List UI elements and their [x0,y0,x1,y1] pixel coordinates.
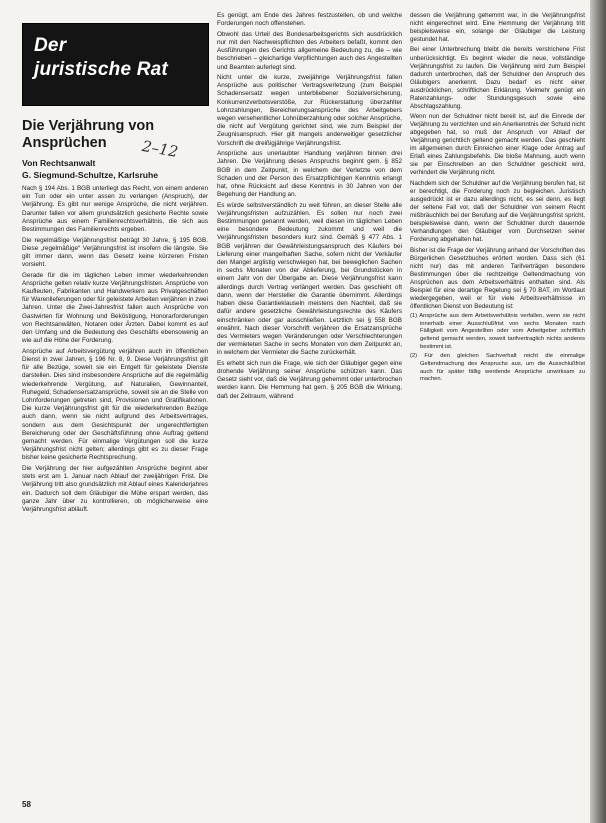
author-name: G. Siegmund-Schultze, Karlsruhe [22,170,159,180]
paragraph: Obwohl das Urteil des Bundesarbeitsgerichts sich ausdrücklich nur mit den Nachweispflichten des Arbeiters befaßt, kommt den Ausführungen des Gerichts allgemeine Bedeutung zu, die – wie beschrieben – gleichartige Verpflichtungen auch des Angestellten und Beamten auferlegt sind. [217,30,402,71]
paragraph: Bisher ist die Frage der Verjährung anhand der Vorschriften des Bürgerlichen Gesetzbuches erörtert worden. Dass sich (61 nicht nur) das mit anderen Tarifverträgen besondere Bestimmungen über die rechtzeitige Geltendmachung von Ansprüchen aus dem Arbeitsverhältnis enthalten sind. Als Beispiel für eine derartige Regelung sei § 70 BAT, im Wortlaut wiedergegeben, weil er für viele Arbeitsverhältnisse im öffentlichen Dienst von Bedeutung ist: [410,246,585,310]
rubric-banner [22,23,209,106]
handwritten-note: 2–12 [140,136,180,162]
paragraph: Wenn nun der Schuldner nicht bereit ist, auf die Einrede der Verjährung zu verzichten und ein Anerkenntnis der Schuld nicht abgegeben hat, so muß der Anspruch vor Ablauf der Verjährung gerichtlich geltend gemacht werden. Das geschieht im allgemeinen durch Einreichen einer Klage oder Antrag auf Erlaß eines Zahlungsbefehls. Die bloße Mahnung, auch wenn sie per Einschreiben an den Schuldner geschickt wird, verhindert die Verjährung nicht. [410,113,585,177]
page-number: 58 [22,800,31,809]
footnote: (1) Ansprüche aus dem Arbeitsverhältnis verfallen, wenn sie nicht innerhalb einer Ausschlußfrist von sechs Monaten nach Fälligkeit vom Angestellten oder vom Arbeitgeber schriftlich geltend gemacht werden, soweit tarifvertraglich nichts anderes bestimmt ist. [410,313,585,350]
paragraph: Es genügt, am Ende des Jahres festzustellen, ob und welche Forderungen noch offenstehen. [217,12,402,28]
author-byline [22,157,207,181]
paragraph: Bei einer Unterbrechung bleibt die bereits verstrichene Frist unberücksichtigt. Es beginnt wieder die neue, vollständige Verjährungsfrist zu laufen. Die Verjährung wird zum Beispiel dadurch unterbrochen, daß der Schuldner den Anspruch des Gläubigers anerkennt. Dazu bedarf es nicht einer ausdrücklichen, schriftlichen Erklärung. Vielmehr genügt ein Ratenzahlungs- oder Stundungsgesuch sowie eine Abschlagszahlung. [410,46,585,110]
paragraph: Die Verjährung der hier aufgezählten Ansprüche beginnt aber stets erst am 1. Januar nach Ablauf der zweijährigen Frist. Die Verjährung tritt also grundsätzlich mit Ablauf eines Kalenderjahres ein. Dadurch soll dem Gläubiger die Mühe erspart werden, das ganze Jahr über zu kontrollieren, ob möglicherweise eine Verjährungsfrist abläuft. [22,464,208,513]
paragraph: Ansprüche auf Arbeitsvergütung verjähren auch im öffentlichen Dienst in zwei Jahren, § 196 Nr. 8, 9. Diese Verjährungsfrist gilt für alle Bezüge, soweit sie ein Entgelt für geleistete Dienste darstellen. Dies sind insbesondere Ansprüche auf die regelmäßig wiederkehrende Vergütung, auf Naturalien, Gewinnanteil, Ruhegeld, Schadensersatzansprüche, soweit sie an die Stelle von Lohnforderungen getreten sind, Provisionen und Gratifikationen. Die kurze Verjährungsfrist gilt für die wiederkehrenden Bezüge auch dann, wenn sie nicht aufgrund des Arbeitsvertrages, sondern aus dem Gesichtspunkt der ungerechtfertigten Bereicherung oder der Geschäftsführung ohne Auftrag geltend gemacht werden. Für einmalige Vergütungen soll die kurze Verjährungsfrist nicht gelten; allerdings gibt es zu dieser Frage bisher keine gesicherte Rechtsprechung. [22,347,208,462]
text-column-left [22,185,208,805]
article-headline: Die Verjährung von Ansprüchen [22,118,155,151]
paragraph: dessen die Verjährung gehemmt war, in die Verjährungsfrist nicht eingerechnet wird. Eine Hemmung der Verjährung tritt beispielsweise ein, solange der Gläubiger die Leistung gestundet hat. [410,12,585,44]
paragraph: Es erhebt sich nun die Frage, wie sich der Gläubiger gegen eine drohende Verjährung seiner Ansprüche schützen kann. Das Gesetz sieht vor, daß die Verjährung gehemmt oder unterbrochen werden kann. Die Hemmung hat gem. § 205 BGB die Wirkung, daß der Zeitraum, während [217,359,402,400]
rubric-title [34,34,168,82]
paragraph: Gerade für die im täglichen Leben immer wiederkehrenden Ansprüche gelten relativ kurze Verjährungsfristen. Ansprüche von Kaufleuten, Fabrikanten und Handwerkern aus Privatgeschäften für Warenlieferungen oder für geleistete Arbeiten verjähren in zwei Jahren. Unter die Zwei-Jahresfrist fallen auch Ansprüche von Gastwirten für Wohnung und Beköstigung, Honorarforderungen von Rechtsanwälten, Notaren oder Ärzten. Dabei kommt es auf den Umfang und die Bedeutung des Geschäfts ebensowenig an wie auf die Höhe der Forderung. [22,271,208,345]
paragraph: Nach § 194 Abs. 1 BGB unterliegt das Recht, von einem anderen ein Tun oder ein unter assen zu verlangen (Anspruch), der Verjährung. Es gibt nur wenige Ansprüche, die nicht verjähren. Darunter fallen vor allem grundsätzlich gesicherte Rechte sowie Ansprüche aus einem Familienrechtsverhältnis, die sich aus Bestimmungen des Familienrechts ergeben. [22,185,208,234]
paragraph: Es würde selbstverständlich zu weit führen, an dieser Stelle alle Verjährungsfristen aufzuzählen. Es sollen nur noch zwei Bestimmungen genannt werden, weil diesen im täglichen Leben eine besondere Bedeutung zukommt und weil die Verjährungsfristen besonders kurz sind. Gemäß § 477 Abs. 1 BGB verjähren der Gewährleistungsanspruch des Käufers bei Lieferung einer mangelhaften Sache, sofern nicht der Verkäufer den Mangel arglistig verschwiegen hat, bei beweglichen Sachen in sechs Monaten von der Ablieferung, bei Grundstücken in einem Jahr von der Übergabe an. Diese Verjährungsfrist kann allerdings durch Vertrag verlängert werden. Das geschieht oft dann, wenn der Hersteller die Garantie übernimmt. Allerdings haben diese Garantieklauseln meistens den Nachteil, daß sie dafür andere gesetzliche Gewährleistungsrechte des Käufers einschränken oder gar ausschließen. Letztlich sei § 558 BGB erwähnt. Nach dieser Vorschrift verjähren die Ersatzansprüche des Vermieters wegen Veränderungen oder Verschlechterungen der vermieteten Sache in sechs Monaten von dem Zeitpunkt an, in welchem der Vermieter die Sache zurückerhält. [217,201,402,357]
rubric-title-line-1: Der [34,35,67,56]
text-column-right [410,12,585,807]
author-title: Von Rechtsanwalt [22,158,96,168]
footnote: (2) Für den gleichen Sachverhalt reicht die einmalige Geltendmachung des Anspruchs aus, um die Ausschlußfrist auch für später fällig werdende Ansprüche unwirksam zu machen. [410,353,585,383]
paragraph: Die regelmäßige Verjährungsfrist beträgt 30 Jahre, § 195 BGB. Diese „regelmäßige“ Verjährungsfrist ist insofern die längste. Sie gilt immer dann, wenn das Gesetz keine kürzeren Fristen vorsieht. [22,236,208,269]
page-edge-shadow [590,0,606,823]
rubric-title-line-2: juristische Rat [34,59,168,80]
text-column-middle [217,12,402,807]
paragraph: Nicht unter die kurze, zweijährige Verjährungsfrist fallen Ansprüche aus politischer Vertragsverletzung (zum Beispiel Schadensersatz wegen unterbliebener Sozialversicherung, Konkurrenzverbotsverstöße, zur Rückerstattung überzahlter Lohnzahlungen, Bereicherungsansprüche des Arbeitgebers wegen versehentlicher Lohnüberzahlung oder solcher Ansprüche, die nicht auf Vergütung gerichtet sind, wie zum Beispiel der Zeugnisanspruch. Hier gilt mangels anderweitiger gesetzlicher Vorschrift die dreißigjährige Verjährungsfrist. [217,74,402,147]
paragraph: Ansprüche aus unerlaubter Handlung verjähren binnen drei Jahren. Die Verjährung dieses Anspruchs beginnt gem. § 852 BGB in dem Zeitpunkt, in welchem der Verletzte von dem Schaden und der Person des Ersatzpflichtigen Kenntnis erlangt hat, ohne Rücksicht auf diese Kenntnis in 30 Jahren von der Begehung der Handlung an. [217,150,402,199]
paragraph: Nachdem sich der Schuldner auf die Verjährung berufen hat, ist er berechtigt, die Forderung noch zu begleichen. Juristisch ausgedrückt ist er dazu allerdings nicht, es sei denn, es liegt der seltene Fall vor, daß der Schuldner von seinem Recht mißbräuchlich bei der Berufung auf die Verjährungsfrist spricht, beispielsweise dann, wenn der Schuldner durch dauernde Verhandlungen den Gläubiger vom Durchsetzen seiner Forderung abgehalten hat. [410,179,585,244]
